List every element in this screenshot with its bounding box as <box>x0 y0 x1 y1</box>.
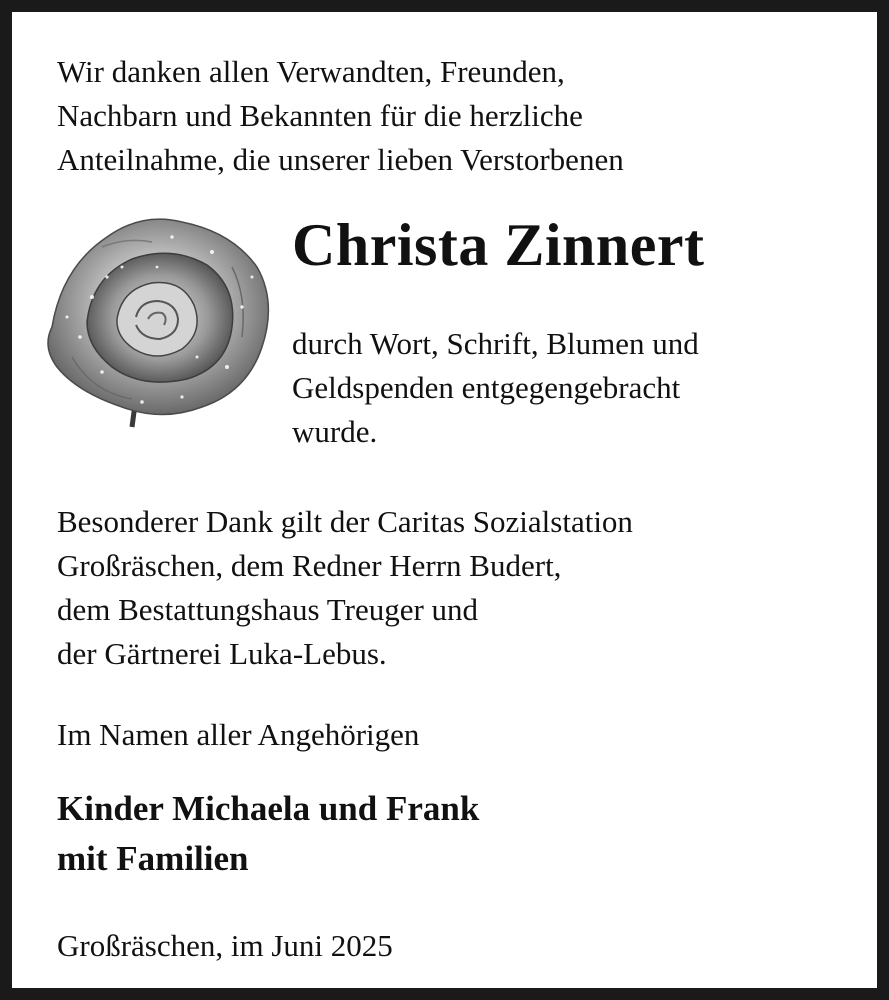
signers-text <box>57 784 479 884</box>
special-thanks-text <box>57 500 633 676</box>
on-behalf-text: Im Namen aller Angehörigen <box>57 717 420 752</box>
intro-line: Nachbarn und Bekannten für die herzliche <box>57 98 583 133</box>
special-thanks-line: der Gärtnerei Luka-Lebus. <box>57 636 387 671</box>
intro-line: Anteilnahme, die unserer lieben Verstorbenen <box>57 142 624 177</box>
signers-line: Kinder Michaela und Frank <box>57 789 480 828</box>
continuation-line: Geldspenden entgegengebracht <box>292 370 681 405</box>
special-thanks-line: Großräschen, dem Redner Herrn Budert, <box>57 548 562 583</box>
place-date-text: Großräschen, im Juni 2025 <box>57 928 393 963</box>
rose-icon <box>32 207 272 432</box>
continuation-line: wurde. <box>292 414 378 449</box>
deceased-name: Christa Zinnert <box>292 212 705 278</box>
signers-line: mit Familien <box>57 839 249 878</box>
intro-line: Wir danken allen Verwandten, Freunden, <box>57 54 565 89</box>
continuation-text <box>292 322 699 454</box>
special-thanks-line: dem Bestattungshaus Treuger und <box>57 592 479 627</box>
intro-text <box>57 50 624 182</box>
special-thanks-line: Besonderer Dank gilt der Caritas Sozialstation <box>57 504 633 539</box>
continuation-line: durch Wort, Schrift, Blumen und <box>292 326 699 361</box>
